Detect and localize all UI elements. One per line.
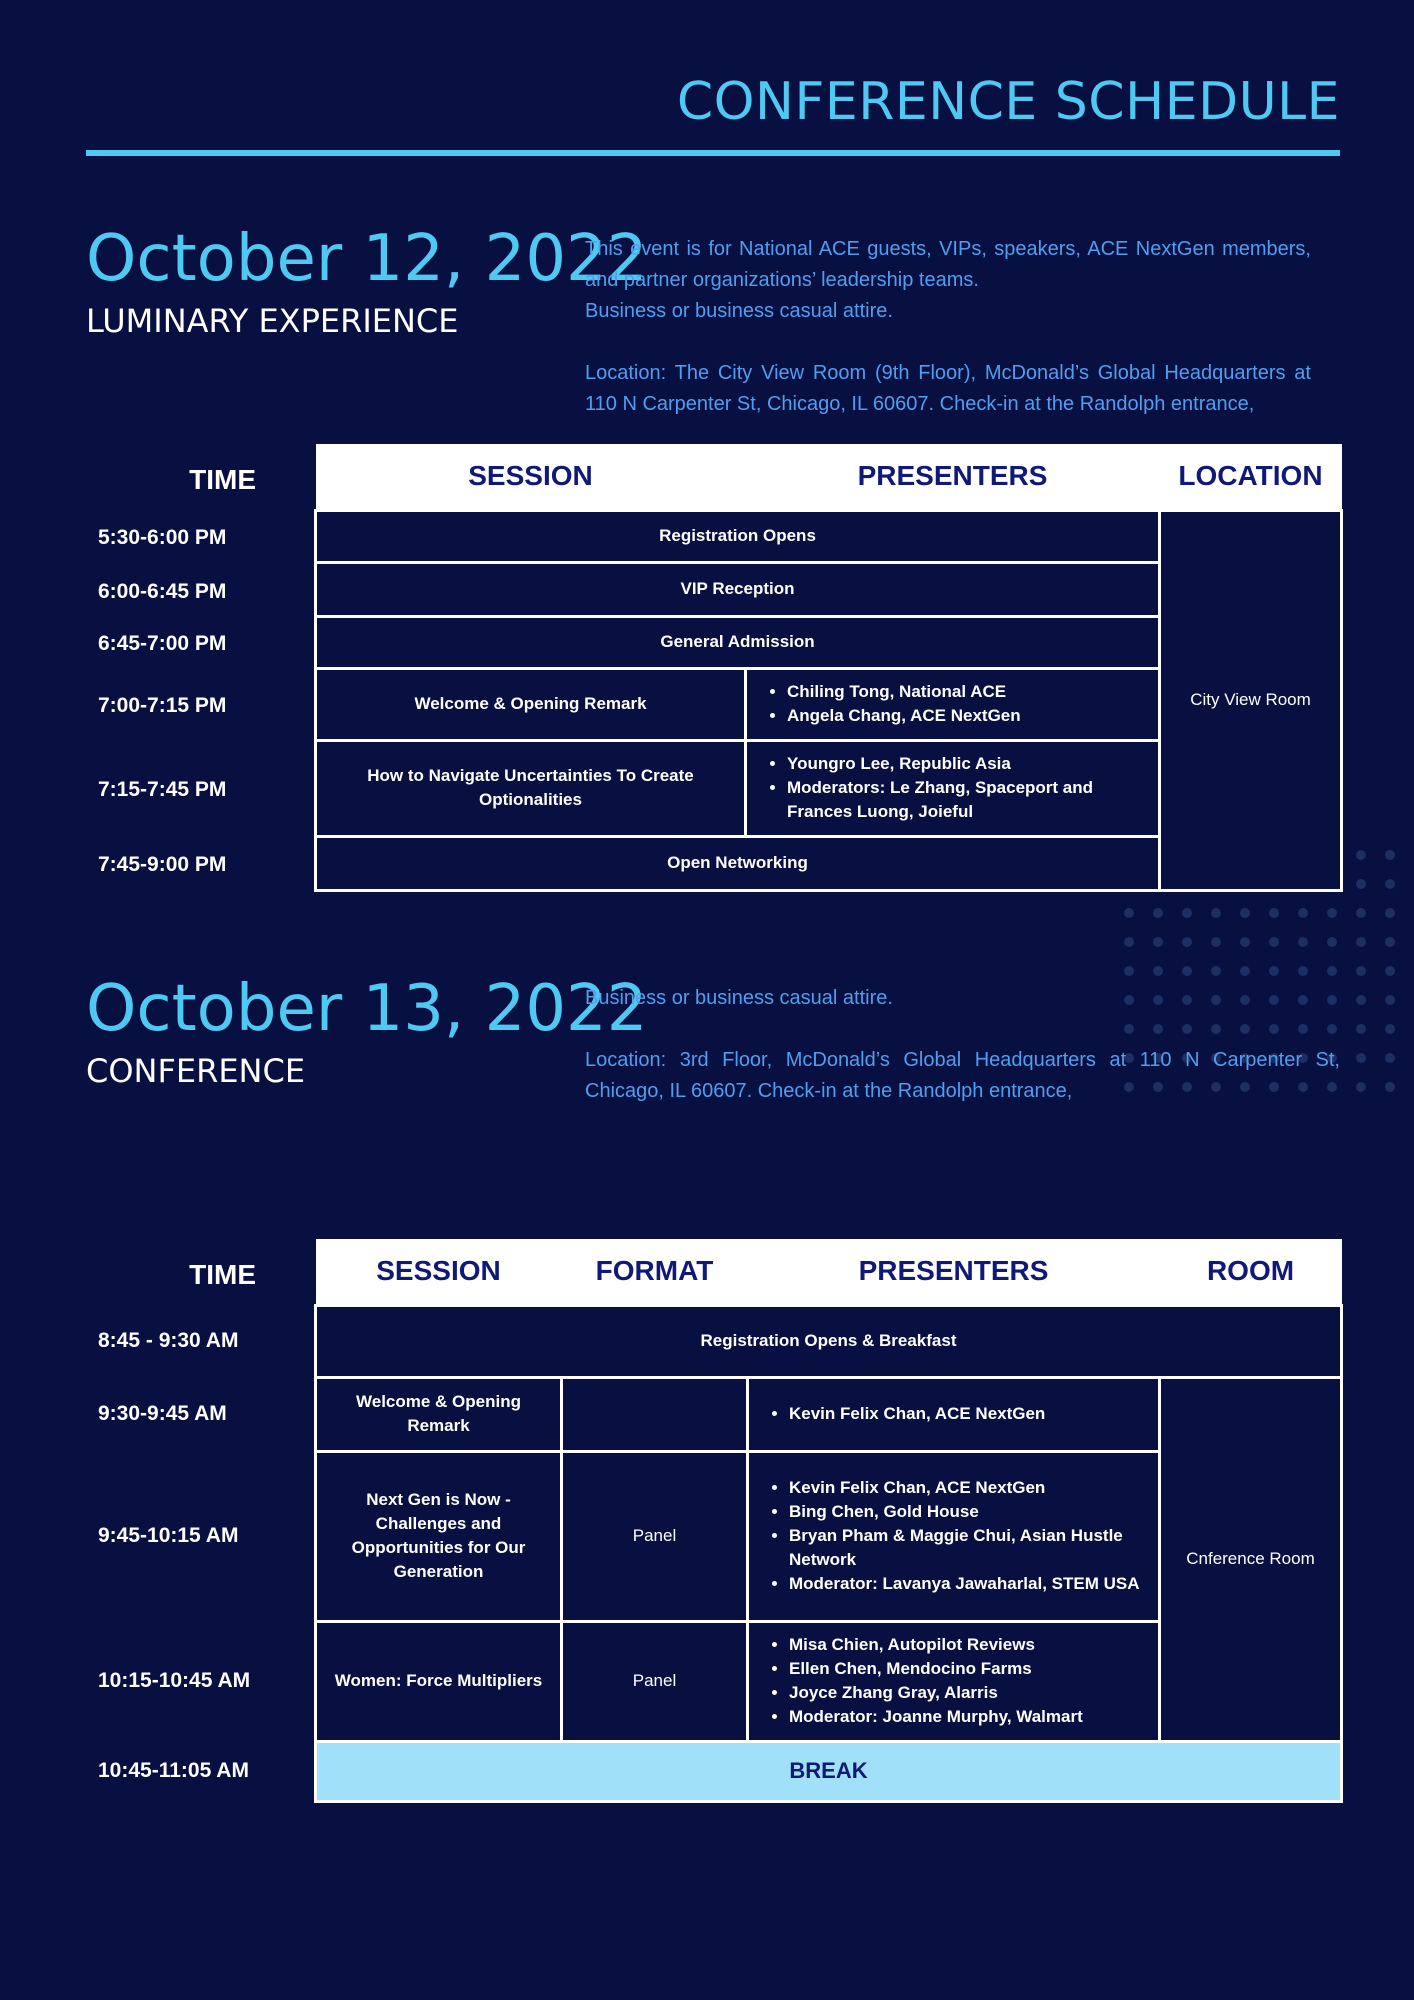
presenters-cell [748, 1621, 1160, 1741]
decorative-dot [1153, 908, 1163, 918]
title-divider [86, 150, 1340, 156]
location-cell: City View Room [1160, 510, 1342, 890]
day1-location-header: LOCATION [1160, 444, 1342, 510]
session-cell: Registration Opens [316, 510, 1160, 562]
decorative-dot [1327, 966, 1337, 976]
day1-time-header: TIME [189, 464, 256, 495]
decorative-dot [1182, 937, 1192, 947]
decorative-dot [1385, 1024, 1395, 1034]
day2-time-cell: 8:45 - 9:30 AM [98, 1329, 239, 1352]
decorative-dot [1298, 937, 1308, 947]
decorative-dot [1327, 937, 1337, 947]
session-cell: Registration Opens & Breakfast [316, 1305, 1342, 1377]
decorative-dot [1182, 908, 1192, 918]
session-cell: Next Gen is Now - Challenges and Opportunities for Our Generation [316, 1451, 562, 1621]
presenter-list [763, 1476, 1148, 1596]
day2-attire-text: Business or business casual attire. [585, 987, 893, 1009]
decorative-dot [1124, 937, 1134, 947]
day2-time-cell: 10:45-11:05 AM [98, 1759, 249, 1782]
decorative-dot [1356, 1024, 1366, 1034]
day1-time-cell: 7:45-9:00 PM [98, 853, 227, 876]
decorative-dot [1153, 937, 1163, 947]
presenter-item: • Ellen Chen, Mendocino Farms [789, 1657, 1148, 1681]
presenter-item: • Kevin Felix Chan, ACE NextGen [789, 1476, 1148, 1500]
day1-time-cell: 6:45-7:00 PM [98, 632, 227, 655]
day1-time-cell: 5:30-6:00 PM [98, 526, 227, 549]
day1-presenters-header: PRESENTERS [746, 444, 1160, 510]
day2-time-cell: 9:30-9:45 AM [98, 1402, 227, 1425]
presenters-cell [746, 668, 1160, 740]
session-cell: How to Navigate Uncertainties To Create Optionalities [316, 740, 746, 836]
decorative-dot [1240, 937, 1250, 947]
table-row [316, 1377, 1342, 1451]
decorative-dot [1269, 937, 1279, 947]
presenters-cell [748, 1377, 1160, 1451]
presenter-item: • Chiling Tong, National ACE [787, 680, 1148, 704]
decorative-dot [1124, 908, 1134, 918]
decorative-dot [1327, 908, 1337, 918]
decorative-dot [1356, 995, 1366, 1005]
presenter-item: • Misa Chien, Autopilot Reviews [789, 1633, 1148, 1657]
decorative-dot [1385, 1053, 1395, 1063]
decorative-dot [1356, 908, 1366, 918]
decorative-dot [1356, 879, 1366, 889]
decorative-dot [1211, 937, 1221, 947]
day2-date: October 13, 2022 [86, 972, 648, 1046]
decorative-dot [1385, 966, 1395, 976]
presenter-item: • Moderator: Lavanya Jawaharlal, STEM USA [789, 1572, 1148, 1596]
room-cell: Cnference Room [1160, 1377, 1342, 1741]
day1-attire-text: Business or business casual attire. [585, 300, 893, 322]
decorative-dot [1211, 908, 1221, 918]
day2-format-header: FORMAT [562, 1239, 748, 1305]
presenter-item: • Angela Chang, ACE NextGen [787, 704, 1148, 728]
presenter-item: • Joyce Zhang Gray, Alarris [789, 1681, 1148, 1705]
day2-description [585, 983, 1340, 1107]
day2-header-row [316, 1239, 1342, 1305]
decorative-dot [1269, 966, 1279, 976]
session-cell: Welcome & Opening Remark [316, 1377, 562, 1451]
page-title: CONFERENCE SCHEDULE [676, 72, 1340, 132]
day2-location-text: Location: 3rd Floor, McDonald’s Global Headquarters at 110 N Carpenter St, Chicago, IL 60607. Check-in at the Randolph entrance, [585, 1049, 1340, 1102]
day2-subtitle: CONFERENCE [86, 1052, 306, 1090]
decorative-dot [1153, 966, 1163, 976]
presenter-item: • Youngro Lee, Republic Asia [787, 752, 1148, 776]
decorative-dot [1356, 966, 1366, 976]
day2-time-cell: 9:45-10:15 AM [98, 1524, 239, 1547]
day1-audience-text: This event is for National ACE guests, VIPs, speakers, ACE NextGen members, and partner organizations’ leadership teams. [585, 238, 1311, 291]
day1-time-cell: 7:15-7:45 PM [98, 778, 227, 801]
day1-description [585, 234, 1311, 420]
decorative-dot [1385, 908, 1395, 918]
presenters-cell [748, 1451, 1160, 1621]
decorative-dot [1356, 850, 1366, 860]
presenter-item: • Bing Chen, Gold House [789, 1500, 1148, 1524]
format-cell [562, 1377, 748, 1451]
session-cell: General Admission [316, 616, 1160, 668]
decorative-dot [1211, 966, 1221, 976]
decorative-dot [1385, 850, 1395, 860]
decorative-dot [1385, 995, 1395, 1005]
presenter-list [761, 752, 1148, 824]
decorative-dot [1269, 908, 1279, 918]
day1-subtitle: LUMINARY EXPERIENCE [86, 302, 459, 340]
format-cell: Panel [562, 1451, 748, 1621]
day2-presenters-header: PRESENTERS [748, 1239, 1160, 1305]
decorative-dot [1240, 966, 1250, 976]
day2-session-header: SESSION [316, 1239, 562, 1305]
decorative-dot [1240, 908, 1250, 918]
decorative-dot [1298, 966, 1308, 976]
day2-table [314, 1239, 1343, 1803]
session-cell: Women: Force Multipliers [316, 1621, 562, 1741]
table-row [316, 510, 1342, 562]
decorative-dot [1385, 879, 1395, 889]
table-row [316, 1305, 1342, 1377]
decorative-dot [1385, 937, 1395, 947]
day2-room-header: ROOM [1160, 1239, 1342, 1305]
day1-session-header: SESSION [316, 444, 746, 510]
session-cell: VIP Reception [316, 562, 1160, 616]
day1-time-cell: 6:00-6:45 PM [98, 580, 227, 603]
day1-header-row [316, 444, 1342, 510]
day2-time-cell: 10:15-10:45 AM [98, 1669, 251, 1692]
format-cell: Panel [562, 1621, 748, 1741]
session-cell: Welcome & Opening Remark [316, 668, 746, 740]
decorative-dot [1356, 1053, 1366, 1063]
decorative-dot [1356, 1082, 1366, 1092]
presenter-item: • Bryan Pham & Maggie Chui, Asian Hustle Network [789, 1524, 1148, 1572]
decorative-dot [1356, 937, 1366, 947]
day1-location-text: Location: The City View Room (9th Floor), McDonald’s Global Headquarters at 110 N Carpenter St, Chicago, IL 60607. Check-in at the Randolph entrance, [585, 362, 1311, 415]
day1-time-cell: 7:00-7:15 PM [98, 694, 227, 717]
presenter-list [763, 1633, 1148, 1729]
decorative-dot [1124, 966, 1134, 976]
presenter-item: • Moderators: Le Zhang, Spaceport and Frances Luong, Joieful [787, 776, 1148, 824]
table-row [316, 1741, 1342, 1801]
presenter-list [761, 680, 1148, 728]
presenter-list [763, 1402, 1148, 1426]
presenters-cell [746, 740, 1160, 836]
day1-table [314, 444, 1343, 892]
presenter-item: • Kevin Felix Chan, ACE NextGen [789, 1402, 1148, 1426]
break-cell: BREAK [316, 1741, 1342, 1801]
decorative-dot [1182, 966, 1192, 976]
day2-time-header: TIME [189, 1259, 256, 1290]
presenter-item: • Moderator: Joanne Murphy, Walmart [789, 1705, 1148, 1729]
day1-date: October 12, 2022 [86, 222, 648, 296]
decorative-dot [1298, 908, 1308, 918]
decorative-dot [1385, 1082, 1395, 1092]
session-cell: Open Networking [316, 836, 1160, 890]
